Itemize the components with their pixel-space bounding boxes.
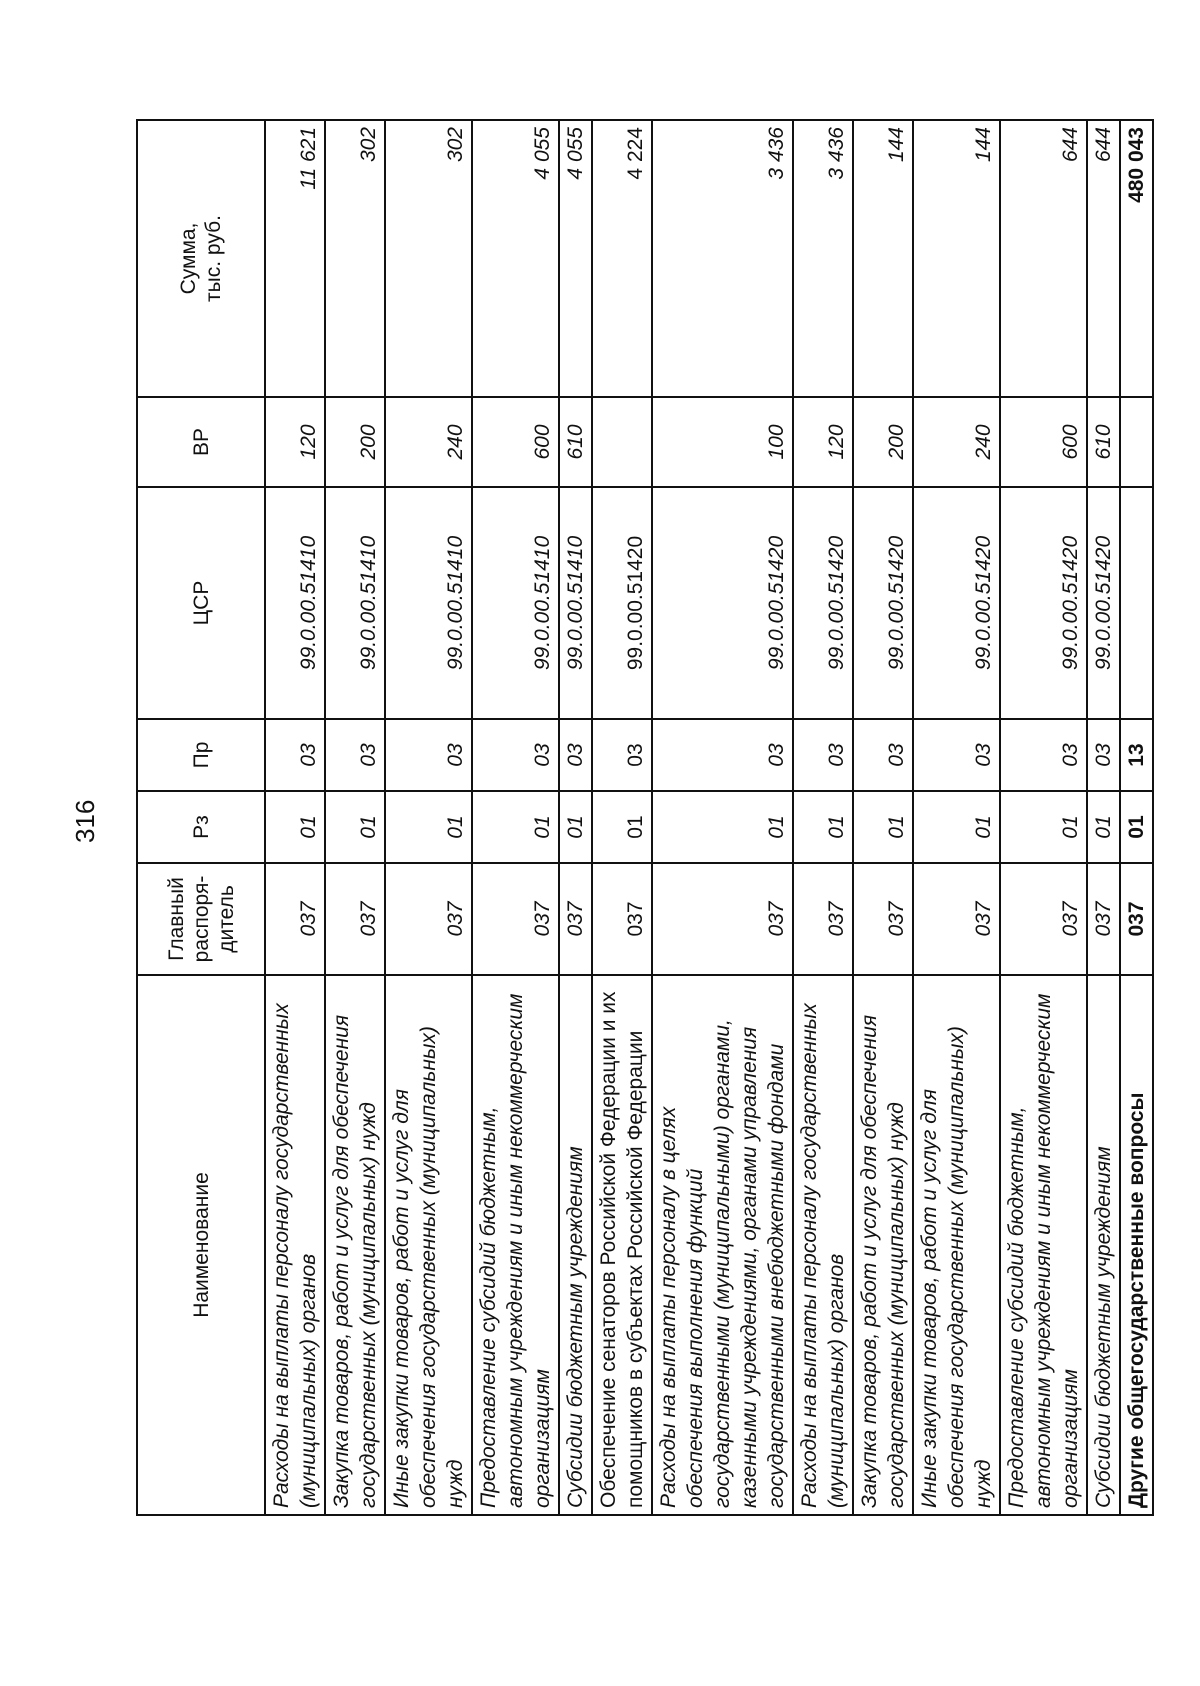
cell-rz: 01 xyxy=(913,791,1000,863)
cell-csr: 99.0.00.51410 xyxy=(385,487,472,719)
cell-pr: 03 xyxy=(793,719,853,791)
table-row xyxy=(913,120,1000,1515)
cell-rz: 01 xyxy=(325,791,385,863)
cell-pr: 03 xyxy=(385,719,472,791)
cell-rz: 01 xyxy=(793,791,853,863)
cell-gr: 037 xyxy=(385,863,472,975)
cell-csr: 99.0.00.51420 xyxy=(652,487,793,719)
cell-sum: 11 621 xyxy=(265,120,325,397)
table-header-row xyxy=(137,120,265,1515)
cell-pr: 03 xyxy=(265,719,325,791)
budget-table xyxy=(136,119,1154,1516)
cell-rz: 01 xyxy=(652,791,793,863)
header-rz: Рз xyxy=(137,791,265,863)
cell-sum: 480 043 xyxy=(1120,120,1153,397)
table-row xyxy=(265,120,325,1515)
cell-vr: 200 xyxy=(325,397,385,487)
cell-name: Закупка товаров, работ и услуг для обеспечения государственных (муниципальных) нужд xyxy=(325,975,385,1515)
cell-gr: 037 xyxy=(1087,863,1120,975)
cell-vr: 600 xyxy=(1000,397,1087,487)
cell-pr: 03 xyxy=(559,719,592,791)
cell-name: Расходы на выплаты персоналу государственных (муниципальных) органов xyxy=(793,975,853,1515)
cell-vr: 240 xyxy=(385,397,472,487)
page-number: 316 xyxy=(70,799,100,843)
cell-vr: 120 xyxy=(793,397,853,487)
cell-csr: 99.0.00.51420 xyxy=(853,487,913,719)
cell-gr: 037 xyxy=(592,863,652,975)
cell-sum: 3 436 xyxy=(793,120,853,397)
cell-sum: 302 xyxy=(325,120,385,397)
cell-csr: 99.0.00.51410 xyxy=(325,487,385,719)
table-body xyxy=(265,120,1153,1515)
cell-vr: 610 xyxy=(1087,397,1120,487)
cell-name: Субсидии бюджетным учреждениям xyxy=(559,975,592,1515)
cell-rz: 01 xyxy=(1087,791,1120,863)
cell-pr: 03 xyxy=(1000,719,1087,791)
cell-rz: 01 xyxy=(265,791,325,863)
header-vr: ВР xyxy=(137,397,265,487)
cell-gr: 037 xyxy=(1000,863,1087,975)
header-name: Наименование xyxy=(137,975,265,1515)
table-total-row xyxy=(1120,120,1153,1515)
cell-name: Обеспечение сенаторов Российской Федерации и их помощников в субъектах Российской Федерации xyxy=(592,975,652,1515)
cell-pr: 03 xyxy=(325,719,385,791)
cell-csr xyxy=(1120,487,1153,719)
header-pr: Пр xyxy=(137,719,265,791)
cell-rz: 01 xyxy=(385,791,472,863)
table-row xyxy=(1087,120,1120,1515)
table-row xyxy=(559,120,592,1515)
cell-csr: 99.0.00.51410 xyxy=(265,487,325,719)
header-gr: Главный распоря- дитель xyxy=(137,863,265,975)
header-csr: ЦСР xyxy=(137,487,265,719)
cell-gr: 037 xyxy=(853,863,913,975)
cell-csr: 99.0.00.51420 xyxy=(913,487,1000,719)
cell-sum: 4 055 xyxy=(472,120,559,397)
cell-name: Предоставление субсидий бюджетным, автономным учреждениям и иным некоммерческим организациям xyxy=(472,975,559,1515)
table-row xyxy=(793,120,853,1515)
cell-gr: 037 xyxy=(559,863,592,975)
cell-vr: 600 xyxy=(472,397,559,487)
cell-sum: 302 xyxy=(385,120,472,397)
cell-gr: 037 xyxy=(1120,863,1153,975)
cell-vr: 100 xyxy=(652,397,793,487)
cell-pr: 03 xyxy=(913,719,1000,791)
cell-gr: 037 xyxy=(793,863,853,975)
cell-name: Расходы на выплаты персоналу государственных (муниципальных) органов xyxy=(265,975,325,1515)
cell-rz: 01 xyxy=(559,791,592,863)
cell-csr: 99.0.00.51420 xyxy=(1087,487,1120,719)
cell-gr: 037 xyxy=(652,863,793,975)
cell-csr: 99.0.00.51420 xyxy=(793,487,853,719)
cell-vr: 120 xyxy=(265,397,325,487)
cell-name: Расходы на выплаты персоналу в целях обеспечения выполнения функций государственными (муниципальными) органами, казенными учреждениями, органами управления государственными внебюджетными фондами xyxy=(652,975,793,1515)
cell-pr: 03 xyxy=(652,719,793,791)
table-row xyxy=(652,120,793,1515)
header-sum: Сумма, тыс. руб. xyxy=(137,120,265,397)
cell-sum: 644 xyxy=(1087,120,1120,397)
cell-vr xyxy=(592,397,652,487)
cell-rz: 01 xyxy=(592,791,652,863)
cell-sum: 644 xyxy=(1000,120,1087,397)
cell-name: Закупка товаров, работ и услуг для обеспечения государственных (муниципальных) нужд xyxy=(853,975,913,1515)
cell-rz: 01 xyxy=(1000,791,1087,863)
cell-csr: 99.0.00.51410 xyxy=(472,487,559,719)
cell-vr: 200 xyxy=(853,397,913,487)
cell-name: Иные закупки товаров, работ и услуг для обеспечения государственных (муниципальных) нужд xyxy=(385,975,472,1515)
cell-gr: 037 xyxy=(265,863,325,975)
cell-vr: 610 xyxy=(559,397,592,487)
cell-rz: 01 xyxy=(853,791,913,863)
cell-sum: 4 055 xyxy=(559,120,592,397)
cell-vr: 240 xyxy=(913,397,1000,487)
cell-name: Субсидии бюджетным учреждениям xyxy=(1087,975,1120,1515)
cell-sum: 4 224 xyxy=(592,120,652,397)
cell-vr xyxy=(1120,397,1153,487)
cell-csr: 99.0.00.51420 xyxy=(592,487,652,719)
cell-sum: 3 436 xyxy=(652,120,793,397)
cell-gr: 037 xyxy=(472,863,559,975)
table-row xyxy=(385,120,472,1515)
cell-sum: 144 xyxy=(913,120,1000,397)
cell-pr: 13 xyxy=(1120,719,1153,791)
table-row xyxy=(853,120,913,1515)
cell-gr: 037 xyxy=(913,863,1000,975)
cell-pr: 03 xyxy=(472,719,559,791)
table-row xyxy=(592,120,652,1515)
cell-rz: 01 xyxy=(472,791,559,863)
cell-pr: 03 xyxy=(592,719,652,791)
cell-name: Другие общегосударственные вопросы xyxy=(1120,975,1153,1515)
cell-pr: 03 xyxy=(853,719,913,791)
table-row xyxy=(472,120,559,1515)
cell-name: Предоставление субсидий бюджетным, автономным учреждениям и иным некоммерческим организациям xyxy=(1000,975,1087,1515)
cell-csr: 99.0.00.51410 xyxy=(559,487,592,719)
cell-pr: 03 xyxy=(1087,719,1120,791)
cell-sum: 144 xyxy=(853,120,913,397)
table-row xyxy=(325,120,385,1515)
cell-gr: 037 xyxy=(325,863,385,975)
cell-rz: 01 xyxy=(1120,791,1153,863)
cell-name: Иные закупки товаров, работ и услуг для обеспечения государственных (муниципальных) нужд xyxy=(913,975,1000,1515)
table-row xyxy=(1000,120,1087,1515)
cell-csr: 99.0.00.51420 xyxy=(1000,487,1087,719)
